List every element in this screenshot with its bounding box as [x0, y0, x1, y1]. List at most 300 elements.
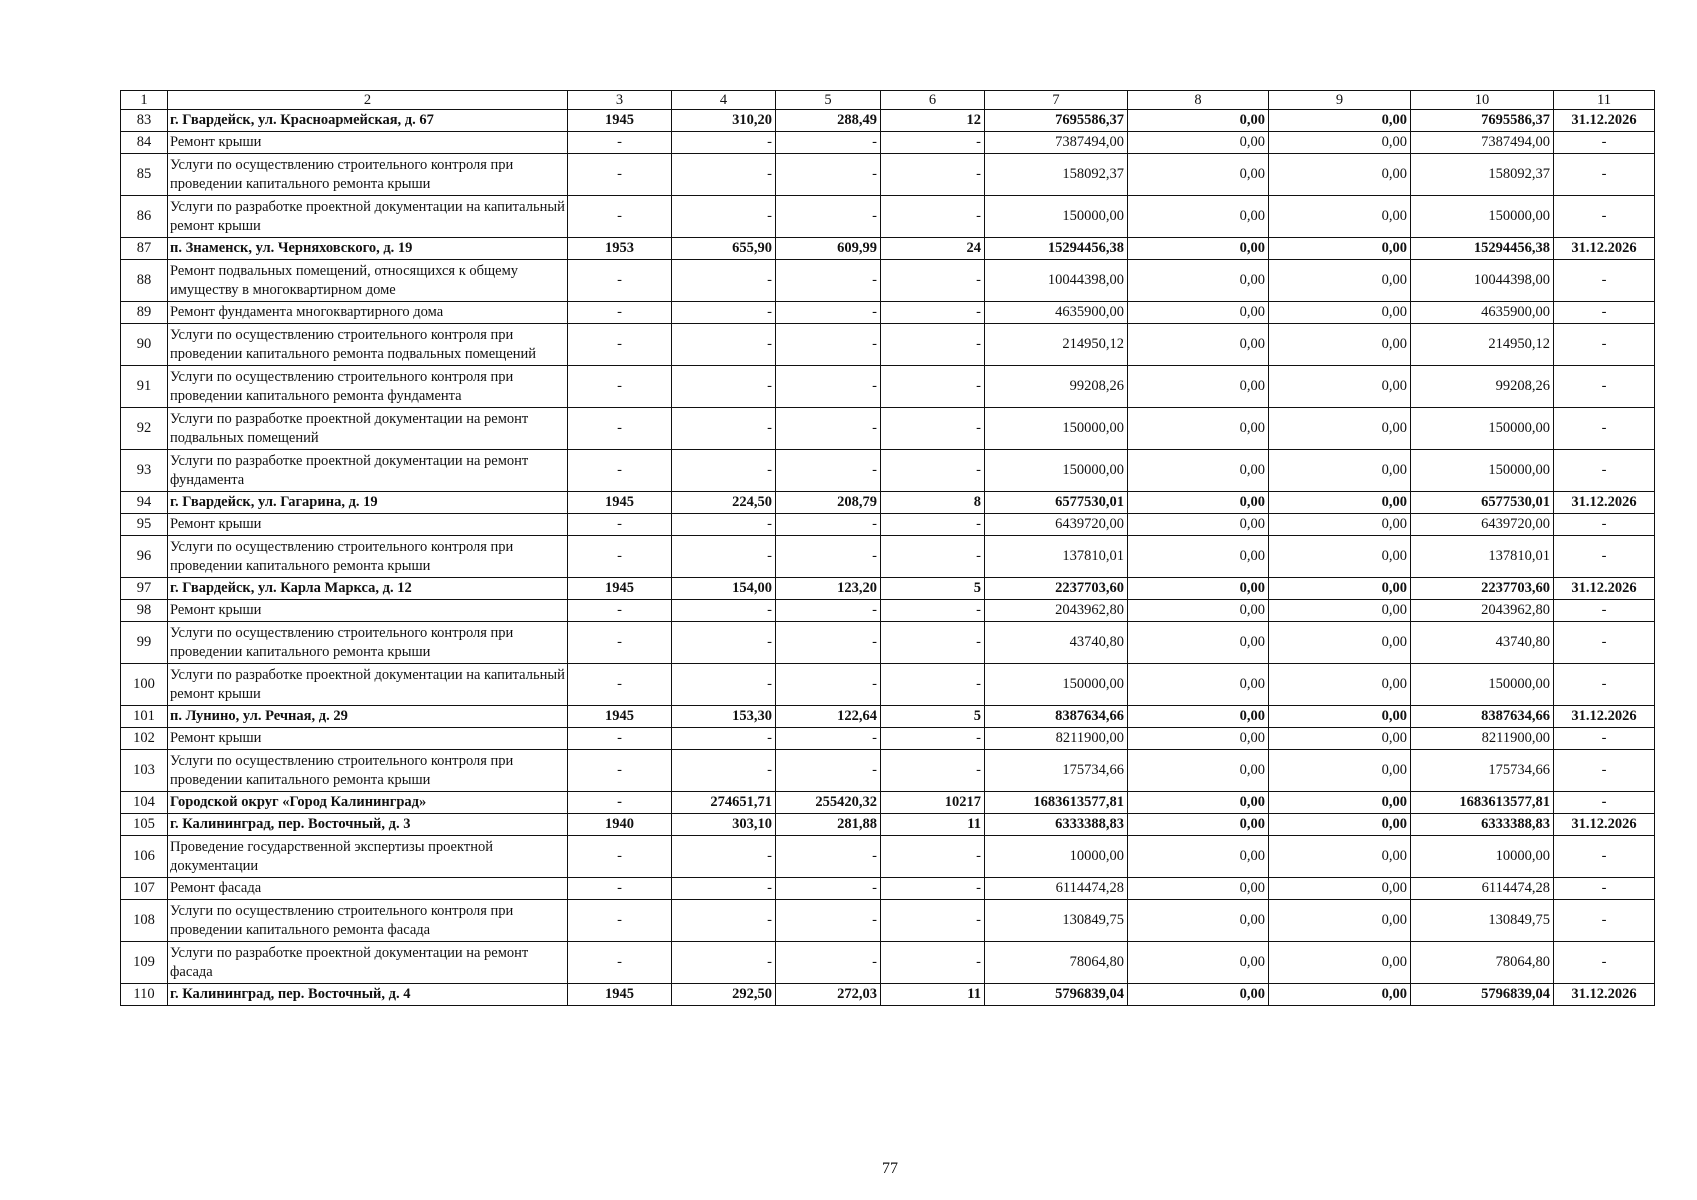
cost-col8-cell: 0,00	[1128, 366, 1269, 408]
area-living-cell: -	[776, 836, 881, 878]
area-living-cell: -	[776, 132, 881, 154]
column-number: 1	[121, 91, 168, 110]
year-cell: 1945	[568, 110, 672, 132]
total-cost-cell: 78064,80	[985, 942, 1128, 984]
residents-cell: -	[881, 664, 985, 706]
cost-col10-cell: 150000,00	[1411, 450, 1554, 492]
row-number: 96	[121, 536, 168, 578]
area-total-cell: -	[672, 514, 776, 536]
table-row	[121, 110, 1655, 132]
cost-col10-cell: 43740,80	[1411, 622, 1554, 664]
cost-col8-cell: 0,00	[1128, 260, 1269, 302]
page-number: 77	[882, 1160, 898, 1177]
item-name: г. Калининград, пер. Восточный, д. 3	[168, 814, 568, 836]
total-cost-cell: 150000,00	[985, 664, 1128, 706]
item-name: Услуги по осуществлению строительного контроля при проведении капитального ремонта подвальных помещений	[168, 324, 568, 366]
column-number: 5	[776, 91, 881, 110]
total-cost-cell: 7695586,37	[985, 110, 1128, 132]
cost-col8-cell: 0,00	[1128, 132, 1269, 154]
cost-col10-cell: 214950,12	[1411, 324, 1554, 366]
item-name: Услуги по разработке проектной документации на капитальный ремонт крыши	[168, 664, 568, 706]
column-number: 3	[568, 91, 672, 110]
area-living-cell: -	[776, 196, 881, 238]
deadline-cell: -	[1554, 622, 1655, 664]
total-cost-cell: 1683613577,81	[985, 792, 1128, 814]
area-total-cell: -	[672, 154, 776, 196]
row-number: 86	[121, 196, 168, 238]
cost-col10-cell: 7387494,00	[1411, 132, 1554, 154]
cost-col8-cell: 0,00	[1128, 324, 1269, 366]
year-cell: -	[568, 836, 672, 878]
residents-cell: -	[881, 622, 985, 664]
item-name: Услуги по разработке проектной документации на ремонт фасада	[168, 942, 568, 984]
area-living-cell: -	[776, 750, 881, 792]
area-living-cell: -	[776, 622, 881, 664]
residents-cell: -	[881, 366, 985, 408]
row-number: 101	[121, 706, 168, 728]
total-cost-cell: 4635900,00	[985, 302, 1128, 324]
year-cell: -	[568, 324, 672, 366]
cost-col9-cell: 0,00	[1269, 942, 1411, 984]
cost-col8-cell: 0,00	[1128, 450, 1269, 492]
area-living-cell: 281,88	[776, 814, 881, 836]
residents-cell: -	[881, 302, 985, 324]
year-cell: -	[568, 366, 672, 408]
year-cell: -	[568, 450, 672, 492]
area-total-cell: 303,10	[672, 814, 776, 836]
area-living-cell: -	[776, 450, 881, 492]
cost-col10-cell: 10000,00	[1411, 836, 1554, 878]
residents-cell: -	[881, 196, 985, 238]
area-living-cell: -	[776, 664, 881, 706]
item-name: Услуги по разработке проектной документации на ремонт фундамента	[168, 450, 568, 492]
residents-cell: -	[881, 900, 985, 942]
residents-cell: -	[881, 154, 985, 196]
table-row	[121, 132, 1655, 154]
total-cost-cell: 43740,80	[985, 622, 1128, 664]
cost-col8-cell: 0,00	[1128, 900, 1269, 942]
cost-col9-cell: 0,00	[1269, 302, 1411, 324]
cost-col8-cell: 0,00	[1128, 408, 1269, 450]
table-row	[121, 942, 1655, 984]
row-number: 103	[121, 750, 168, 792]
cost-col8-cell: 0,00	[1128, 750, 1269, 792]
residents-cell: 10217	[881, 792, 985, 814]
table-row	[121, 900, 1655, 942]
deadline-cell: 31.12.2026	[1554, 110, 1655, 132]
row-number: 87	[121, 238, 168, 260]
deadline-cell: -	[1554, 302, 1655, 324]
area-total-cell: 153,30	[672, 706, 776, 728]
area-total-cell: -	[672, 878, 776, 900]
table-row	[121, 450, 1655, 492]
table-row	[121, 324, 1655, 366]
table-row	[121, 664, 1655, 706]
table-row	[121, 578, 1655, 600]
cost-col10-cell: 7695586,37	[1411, 110, 1554, 132]
item-name: Городской округ «Город Калининград»	[168, 792, 568, 814]
deadline-cell: -	[1554, 836, 1655, 878]
table-row	[121, 706, 1655, 728]
row-number: 97	[121, 578, 168, 600]
area-living-cell: -	[776, 878, 881, 900]
cost-col8-cell: 0,00	[1128, 110, 1269, 132]
area-total-cell: 310,20	[672, 110, 776, 132]
cost-col9-cell: 0,00	[1269, 238, 1411, 260]
residents-cell: -	[881, 536, 985, 578]
year-cell: -	[568, 600, 672, 622]
cost-col9-cell: 0,00	[1269, 536, 1411, 578]
area-total-cell: -	[672, 836, 776, 878]
deadline-cell: -	[1554, 664, 1655, 706]
area-living-cell: -	[776, 728, 881, 750]
area-living-cell: -	[776, 536, 881, 578]
item-name: Ремонт крыши	[168, 514, 568, 536]
deadline-cell: -	[1554, 792, 1655, 814]
table-row	[121, 366, 1655, 408]
item-name: Ремонт крыши	[168, 728, 568, 750]
cost-col9-cell: 0,00	[1269, 600, 1411, 622]
deadline-cell: 31.12.2026	[1554, 814, 1655, 836]
item-name: Услуги по разработке проектной документации на капитальный ремонт крыши	[168, 196, 568, 238]
cost-col10-cell: 150000,00	[1411, 408, 1554, 450]
cost-col8-cell: 0,00	[1128, 942, 1269, 984]
cost-col9-cell: 0,00	[1269, 622, 1411, 664]
year-cell: -	[568, 750, 672, 792]
residents-cell: 11	[881, 984, 985, 1006]
total-cost-cell: 6114474,28	[985, 878, 1128, 900]
year-cell: 1945	[568, 578, 672, 600]
cost-col8-cell: 0,00	[1128, 706, 1269, 728]
cost-col8-cell: 0,00	[1128, 492, 1269, 514]
year-cell: -	[568, 900, 672, 942]
total-cost-cell: 10000,00	[985, 836, 1128, 878]
item-name: Услуги по осуществлению строительного контроля при проведении капитального ремонта крыши	[168, 536, 568, 578]
area-living-cell: 122,64	[776, 706, 881, 728]
year-cell: -	[568, 132, 672, 154]
row-number: 99	[121, 622, 168, 664]
year-cell: -	[568, 664, 672, 706]
total-cost-cell: 8211900,00	[985, 728, 1128, 750]
cost-col10-cell: 130849,75	[1411, 900, 1554, 942]
cost-col9-cell: 0,00	[1269, 814, 1411, 836]
residents-cell: -	[881, 836, 985, 878]
area-living-cell: -	[776, 942, 881, 984]
area-total-cell: -	[672, 900, 776, 942]
row-number: 89	[121, 302, 168, 324]
residents-cell: -	[881, 600, 985, 622]
residents-cell: -	[881, 942, 985, 984]
cost-col10-cell: 15294456,38	[1411, 238, 1554, 260]
cost-col8-cell: 0,00	[1128, 600, 1269, 622]
cost-col8-cell: 0,00	[1128, 814, 1269, 836]
area-total-cell: -	[672, 622, 776, 664]
cost-col9-cell: 0,00	[1269, 984, 1411, 1006]
total-cost-cell: 7387494,00	[985, 132, 1128, 154]
year-cell: -	[568, 728, 672, 750]
area-living-cell: -	[776, 600, 881, 622]
cost-col8-cell: 0,00	[1128, 536, 1269, 578]
table-row	[121, 408, 1655, 450]
area-total-cell: -	[672, 324, 776, 366]
cost-col9-cell: 0,00	[1269, 578, 1411, 600]
residents-cell: -	[881, 514, 985, 536]
cost-col9-cell: 0,00	[1269, 492, 1411, 514]
cost-col8-cell: 0,00	[1128, 514, 1269, 536]
deadline-cell: -	[1554, 878, 1655, 900]
area-total-cell: -	[672, 302, 776, 324]
table-row	[121, 792, 1655, 814]
item-name: г. Калининград, пер. Восточный, д. 4	[168, 984, 568, 1006]
year-cell: -	[568, 154, 672, 196]
total-cost-cell: 10044398,00	[985, 260, 1128, 302]
total-cost-cell: 5796839,04	[985, 984, 1128, 1006]
table-row	[121, 814, 1655, 836]
row-number: 85	[121, 154, 168, 196]
table-row	[121, 984, 1655, 1006]
row-number: 107	[121, 878, 168, 900]
area-total-cell: 655,90	[672, 238, 776, 260]
table-row	[121, 492, 1655, 514]
cost-col10-cell: 4635900,00	[1411, 302, 1554, 324]
total-cost-cell: 150000,00	[985, 196, 1128, 238]
item-name: Услуги по осуществлению строительного контроля при проведении капитального ремонта крыши	[168, 622, 568, 664]
area-living-cell: 609,99	[776, 238, 881, 260]
column-number: 10	[1411, 91, 1554, 110]
residents-cell: -	[881, 728, 985, 750]
deadline-cell: 31.12.2026	[1554, 984, 1655, 1006]
row-number: 100	[121, 664, 168, 706]
table-body	[121, 110, 1655, 1006]
deadline-cell: -	[1554, 196, 1655, 238]
row-number: 108	[121, 900, 168, 942]
area-total-cell: -	[672, 750, 776, 792]
deadline-cell: 31.12.2026	[1554, 492, 1655, 514]
row-number: 94	[121, 492, 168, 514]
column-number: 11	[1554, 91, 1655, 110]
area-total-cell: -	[672, 942, 776, 984]
residents-cell: -	[881, 750, 985, 792]
area-living-cell: -	[776, 514, 881, 536]
area-living-cell: -	[776, 260, 881, 302]
area-total-cell: 154,00	[672, 578, 776, 600]
area-total-cell: 292,50	[672, 984, 776, 1006]
deadline-cell: -	[1554, 750, 1655, 792]
year-cell: -	[568, 260, 672, 302]
column-number: 8	[1128, 91, 1269, 110]
cost-col10-cell: 5796839,04	[1411, 984, 1554, 1006]
table-row	[121, 600, 1655, 622]
total-cost-cell: 2043962,80	[985, 600, 1128, 622]
total-cost-cell: 15294456,38	[985, 238, 1128, 260]
year-cell: 1945	[568, 492, 672, 514]
table-row	[121, 836, 1655, 878]
area-living-cell: 272,03	[776, 984, 881, 1006]
column-number: 7	[985, 91, 1128, 110]
total-cost-cell: 130849,75	[985, 900, 1128, 942]
cost-col8-cell: 0,00	[1128, 622, 1269, 664]
area-living-cell: -	[776, 366, 881, 408]
area-living-cell: 208,79	[776, 492, 881, 514]
row-number: 109	[121, 942, 168, 984]
cost-col10-cell: 2043962,80	[1411, 600, 1554, 622]
area-living-cell: 123,20	[776, 578, 881, 600]
deadline-cell: -	[1554, 514, 1655, 536]
deadline-cell: -	[1554, 132, 1655, 154]
year-cell: -	[568, 622, 672, 664]
deadline-cell: -	[1554, 942, 1655, 984]
cost-col9-cell: 0,00	[1269, 154, 1411, 196]
residents-cell: -	[881, 260, 985, 302]
item-name: Услуги по осуществлению строительного контроля при проведении капитального ремонта фундамента	[168, 366, 568, 408]
deadline-cell: -	[1554, 260, 1655, 302]
year-cell: 1953	[568, 238, 672, 260]
cost-col9-cell: 0,00	[1269, 366, 1411, 408]
area-living-cell: 255420,32	[776, 792, 881, 814]
area-total-cell: -	[672, 366, 776, 408]
cost-col10-cell: 6439720,00	[1411, 514, 1554, 536]
cost-col9-cell: 0,00	[1269, 514, 1411, 536]
total-cost-cell: 6439720,00	[985, 514, 1128, 536]
item-name: Услуги по осуществлению строительного контроля при проведении капитального ремонта крыши	[168, 154, 568, 196]
year-cell: -	[568, 942, 672, 984]
item-name: Ремонт крыши	[168, 132, 568, 154]
table-row	[121, 750, 1655, 792]
row-number: 93	[121, 450, 168, 492]
area-total-cell: -	[672, 536, 776, 578]
cost-col10-cell: 1683613577,81	[1411, 792, 1554, 814]
table-row	[121, 260, 1655, 302]
table-row	[121, 196, 1655, 238]
cost-col10-cell: 6114474,28	[1411, 878, 1554, 900]
cost-col8-cell: 0,00	[1128, 154, 1269, 196]
cost-col9-cell: 0,00	[1269, 450, 1411, 492]
total-cost-cell: 175734,66	[985, 750, 1128, 792]
column-number: 2	[168, 91, 568, 110]
residents-cell: -	[881, 132, 985, 154]
total-cost-cell: 2237703,60	[985, 578, 1128, 600]
cost-col10-cell: 137810,01	[1411, 536, 1554, 578]
table-row	[121, 622, 1655, 664]
table-row	[121, 514, 1655, 536]
table-row	[121, 154, 1655, 196]
area-total-cell: 274651,71	[672, 792, 776, 814]
row-number: 102	[121, 728, 168, 750]
cost-col9-cell: 0,00	[1269, 196, 1411, 238]
year-cell: -	[568, 408, 672, 450]
residents-cell: 12	[881, 110, 985, 132]
deadline-cell: -	[1554, 154, 1655, 196]
deadline-cell: -	[1554, 728, 1655, 750]
cost-col8-cell: 0,00	[1128, 302, 1269, 324]
cost-col10-cell: 99208,26	[1411, 366, 1554, 408]
total-cost-cell: 150000,00	[985, 450, 1128, 492]
row-number: 90	[121, 324, 168, 366]
table-row	[121, 536, 1655, 578]
table-row	[121, 238, 1655, 260]
area-total-cell: -	[672, 260, 776, 302]
cost-col8-cell: 0,00	[1128, 196, 1269, 238]
year-cell: -	[568, 878, 672, 900]
cost-col8-cell: 0,00	[1128, 984, 1269, 1006]
cost-col10-cell: 78064,80	[1411, 942, 1554, 984]
row-number: 105	[121, 814, 168, 836]
cost-col8-cell: 0,00	[1128, 664, 1269, 706]
row-number: 88	[121, 260, 168, 302]
total-cost-cell: 137810,01	[985, 536, 1128, 578]
cost-col9-cell: 0,00	[1269, 878, 1411, 900]
table-row	[121, 878, 1655, 900]
column-number: 9	[1269, 91, 1411, 110]
total-cost-cell: 158092,37	[985, 154, 1128, 196]
deadline-cell: -	[1554, 600, 1655, 622]
area-living-cell: -	[776, 154, 881, 196]
year-cell: 1945	[568, 706, 672, 728]
cost-col10-cell: 8387634,66	[1411, 706, 1554, 728]
cost-col8-cell: 0,00	[1128, 238, 1269, 260]
cost-col9-cell: 0,00	[1269, 110, 1411, 132]
cost-col9-cell: 0,00	[1269, 792, 1411, 814]
residents-cell: -	[881, 324, 985, 366]
deadline-cell: 31.12.2026	[1554, 238, 1655, 260]
area-total-cell: -	[672, 196, 776, 238]
item-name: г. Гвардейск, ул. Карла Маркса, д. 12	[168, 578, 568, 600]
item-name: п. Знаменск, ул. Черняховского, д. 19	[168, 238, 568, 260]
row-number: 95	[121, 514, 168, 536]
year-cell: 1940	[568, 814, 672, 836]
residents-cell: 11	[881, 814, 985, 836]
area-living-cell: -	[776, 302, 881, 324]
cost-col10-cell: 158092,37	[1411, 154, 1554, 196]
cost-col9-cell: 0,00	[1269, 132, 1411, 154]
area-living-cell: -	[776, 408, 881, 450]
cost-col9-cell: 0,00	[1269, 706, 1411, 728]
cost-col9-cell: 0,00	[1269, 260, 1411, 302]
item-name: г. Гвардейск, ул. Гагарина, д. 19	[168, 492, 568, 514]
cost-col9-cell: 0,00	[1269, 900, 1411, 942]
area-total-cell: 224,50	[672, 492, 776, 514]
residents-cell: 5	[881, 578, 985, 600]
row-number: 84	[121, 132, 168, 154]
cost-col8-cell: 0,00	[1128, 878, 1269, 900]
residents-cell: 5	[881, 706, 985, 728]
cost-col9-cell: 0,00	[1269, 324, 1411, 366]
cost-col9-cell: 0,00	[1269, 728, 1411, 750]
cost-col8-cell: 0,00	[1128, 792, 1269, 814]
area-total-cell: -	[672, 132, 776, 154]
column-number: 6	[881, 91, 985, 110]
cost-col10-cell: 2237703,60	[1411, 578, 1554, 600]
year-cell: 1945	[568, 984, 672, 1006]
year-cell: -	[568, 536, 672, 578]
total-cost-cell: 6333388,83	[985, 814, 1128, 836]
area-total-cell: -	[672, 600, 776, 622]
deadline-cell: 31.12.2026	[1554, 578, 1655, 600]
cost-col10-cell: 6577530,01	[1411, 492, 1554, 514]
item-name: Услуги по осуществлению строительного контроля при проведении капитального ремонта фасада	[168, 900, 568, 942]
item-name: г. Гвардейск, ул. Красноармейская, д. 67	[168, 110, 568, 132]
row-number: 91	[121, 366, 168, 408]
cost-col10-cell: 150000,00	[1411, 664, 1554, 706]
item-name: п. Лунино, ул. Речная, д. 29	[168, 706, 568, 728]
table-row	[121, 728, 1655, 750]
cost-col8-cell: 0,00	[1128, 836, 1269, 878]
row-number: 106	[121, 836, 168, 878]
area-total-cell: -	[672, 408, 776, 450]
item-name: Ремонт крыши	[168, 600, 568, 622]
item-name: Ремонт фасада	[168, 878, 568, 900]
area-total-cell: -	[672, 728, 776, 750]
